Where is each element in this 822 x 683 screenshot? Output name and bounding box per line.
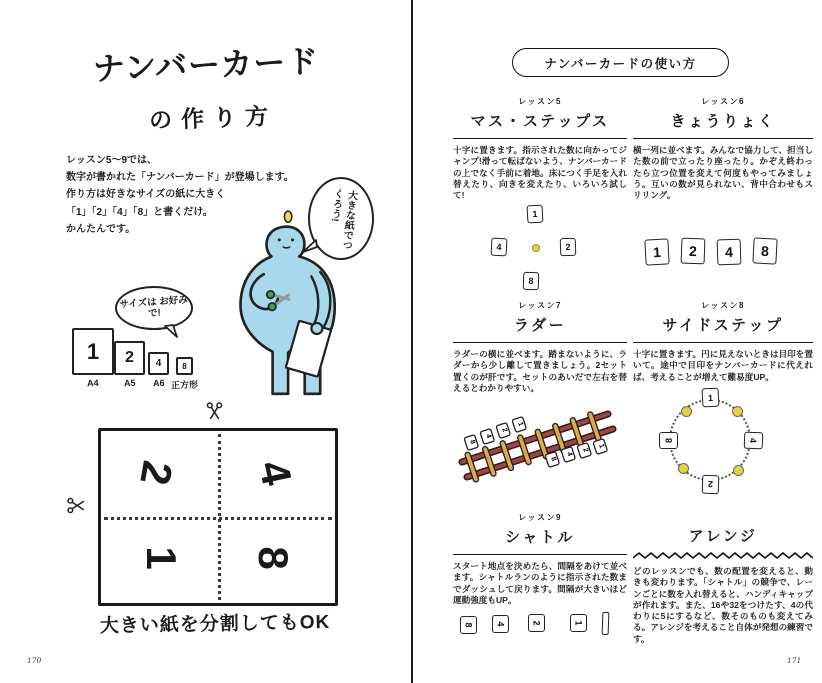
shuttle-illustration bbox=[460, 614, 612, 638]
lesson-section-5 bbox=[453, 96, 627, 201]
marker-dot bbox=[678, 463, 689, 474]
big-paper-number: 4 bbox=[250, 456, 301, 490]
lesson-title: サイドステップ bbox=[662, 317, 784, 334]
zigzag-divider bbox=[633, 551, 813, 560]
number-card: 1 bbox=[702, 388, 720, 408]
number-card bbox=[72, 328, 114, 375]
speech-bubble-size bbox=[115, 286, 193, 330]
svg-text:2: 2 bbox=[581, 447, 590, 454]
antenna-icon bbox=[284, 211, 292, 222]
intro-line: 数字が書かれた「ナンバーカード」が登場します。 bbox=[66, 172, 294, 184]
lesson-section-8 bbox=[633, 300, 813, 383]
ladder-illustration bbox=[450, 398, 622, 503]
lesson-rule bbox=[453, 342, 627, 343]
number-card bbox=[570, 614, 587, 632]
card-number: 4 bbox=[155, 358, 162, 369]
lesson-tag: レッスン8 bbox=[701, 301, 745, 310]
lesson-body: スタート地点を決めたら、間隔をあけて並べます。シャトルランのように指示された数までダッシュして戻ります。間隔が大きいほど運動強度もUP。 bbox=[453, 561, 627, 605]
lesson-rule bbox=[453, 554, 627, 555]
usage-header: ナンバーカードの使い方 bbox=[512, 48, 729, 77]
size-card-label: A4 bbox=[87, 377, 99, 389]
card-number: 2 bbox=[125, 349, 134, 366]
svg-text:4: 4 bbox=[565, 451, 574, 458]
number-card: 2 bbox=[560, 238, 577, 257]
lesson-rule bbox=[633, 138, 813, 139]
svg-text:2: 2 bbox=[500, 427, 509, 434]
number-card bbox=[148, 352, 169, 375]
number-card bbox=[114, 341, 145, 375]
center-marker-dot bbox=[532, 244, 540, 252]
lesson-title: きょうりょく bbox=[670, 113, 776, 130]
big-paper-number: 1 bbox=[138, 546, 185, 570]
page-number-left: 170 bbox=[27, 656, 42, 665]
big-paper-number: 2 bbox=[131, 457, 182, 489]
size-card-label: 正方形 bbox=[170, 379, 199, 391]
lesson-rule bbox=[633, 342, 813, 343]
speech-bubble-size-tail bbox=[162, 324, 179, 339]
start-line-marker bbox=[602, 612, 610, 635]
arrange-body: どのレッスンでも、数の配置を変えると、動きも変わります。「シャトル」の競争で、レーンごとに数を入れ替えると、ハンディキャップが作れます。また、16や32をつけたす、4の代わりに5にするなど、数そのものも変えてみる。アレンジを考えること自体が発想の練習です。 bbox=[633, 566, 813, 644]
caption: 大きい紙を分割してもOK bbox=[99, 611, 331, 638]
big-paper-diagram bbox=[98, 428, 338, 606]
card-number: 1 bbox=[86, 338, 100, 364]
marker-dot bbox=[732, 406, 743, 417]
lesson-tag: レッスン5 bbox=[518, 97, 562, 106]
intro-line: レッスン5〜9では、 bbox=[66, 155, 158, 166]
card-number: 2 bbox=[531, 620, 542, 626]
circle-illustration bbox=[658, 388, 762, 492]
lesson-tag: レッスン7 bbox=[518, 301, 562, 310]
number-card: 8 bbox=[523, 272, 540, 291]
number-card: 2 bbox=[681, 238, 706, 265]
number-card: 8 bbox=[659, 432, 678, 449]
size-card-a4 bbox=[72, 328, 114, 388]
card-number: 8 bbox=[463, 622, 474, 628]
arrange-title: アレンジ bbox=[688, 528, 758, 545]
number-card: 4 bbox=[744, 432, 764, 450]
number-card: 4 bbox=[491, 238, 508, 257]
page-number-right: 171 bbox=[787, 656, 802, 665]
arrange-section bbox=[633, 512, 813, 645]
lesson-title: マス・ステップス bbox=[470, 113, 610, 130]
page-subtitle: の作り方 bbox=[148, 102, 278, 134]
lesson-title: ラダー bbox=[513, 317, 567, 334]
lesson-section-9 bbox=[453, 512, 627, 606]
character-illustration bbox=[226, 210, 348, 401]
number-card bbox=[492, 615, 509, 633]
size-card-label: A6 bbox=[152, 377, 165, 389]
size-card-a5 bbox=[114, 341, 145, 388]
lesson-body: 十字に置きます。円に見えないときは目印を置いて。途中で目印をナンバーカードに代えれば、考えることが増えて難易度UP。 bbox=[633, 349, 813, 382]
intro-line: 「1」「2」「4」「8」と書くだけ。 bbox=[66, 206, 213, 218]
svg-text:1: 1 bbox=[597, 443, 606, 450]
number-card bbox=[460, 616, 477, 634]
number-card: 4 bbox=[717, 239, 742, 266]
cross-illustration bbox=[480, 205, 592, 289]
scissors-icon bbox=[205, 401, 224, 420]
intro-line: 作り方は好きなサイズの紙に大きく bbox=[66, 189, 226, 201]
big-paper-number: 8 bbox=[250, 546, 297, 570]
number-card: 1 bbox=[527, 205, 544, 224]
svg-text:8: 8 bbox=[468, 439, 477, 446]
svg-text:1: 1 bbox=[516, 421, 525, 428]
card-number: 4 bbox=[495, 621, 506, 627]
number-card bbox=[176, 357, 193, 375]
cut-line-horizontal bbox=[104, 517, 332, 520]
lesson-tag: レッスン9 bbox=[518, 513, 562, 522]
lesson-title: シャトル bbox=[505, 529, 575, 546]
lesson-rule bbox=[453, 138, 627, 139]
lesson-body: ラダーの横に並べます。踏まないように、ラダーから少し離して置きましょう。2セット置くのが肝です。セットのあいだで左右を替えるとわかりやすい。 bbox=[453, 349, 627, 393]
size-card-a6 bbox=[148, 352, 169, 388]
card-number: 8 bbox=[182, 361, 187, 371]
svg-text:8: 8 bbox=[549, 456, 558, 463]
lesson-tag: レッスン6 bbox=[701, 97, 745, 106]
lesson-body: 横一列に並べます。みんなで協力して、担当した数の前で立ったり座ったり。かぞえ終わったら立つ位置を変えて何度もやってみましょう。互いの数が見られない、背中合わせもスリリング。 bbox=[633, 145, 813, 201]
lesson-section-6 bbox=[633, 96, 813, 201]
lesson-body: 十字に置きます。指示された数に向かってジャンプ!滑って転ばないよう、ナンバーカードの上でなく手前に着地。床につく手足を入れ替えたり、向きを変えたり、いろいろ試して! bbox=[453, 145, 627, 201]
number-card bbox=[528, 614, 545, 632]
number-card: 8 bbox=[752, 237, 777, 264]
number-card: 1 bbox=[644, 238, 669, 265]
page-divider bbox=[411, 0, 413, 683]
svg-text:4: 4 bbox=[484, 433, 493, 440]
number-card: 2 bbox=[702, 475, 720, 495]
lesson-section-7 bbox=[453, 300, 627, 394]
size-card-label: A5 bbox=[123, 377, 136, 389]
intro-line: かんたんです。 bbox=[66, 223, 136, 235]
speech-bubble-size-text: サイズは お好みで! bbox=[119, 294, 189, 320]
scissors-icon bbox=[66, 496, 85, 515]
marker-dot bbox=[681, 406, 692, 417]
row-illustration bbox=[645, 238, 805, 264]
page-title: ナンバーカード bbox=[92, 43, 320, 87]
size-card-square bbox=[171, 357, 198, 391]
marker-dot bbox=[733, 465, 744, 476]
card-number: 1 bbox=[573, 620, 584, 626]
speech-bubble-text: 大きな紙でつくろう! bbox=[328, 187, 358, 250]
